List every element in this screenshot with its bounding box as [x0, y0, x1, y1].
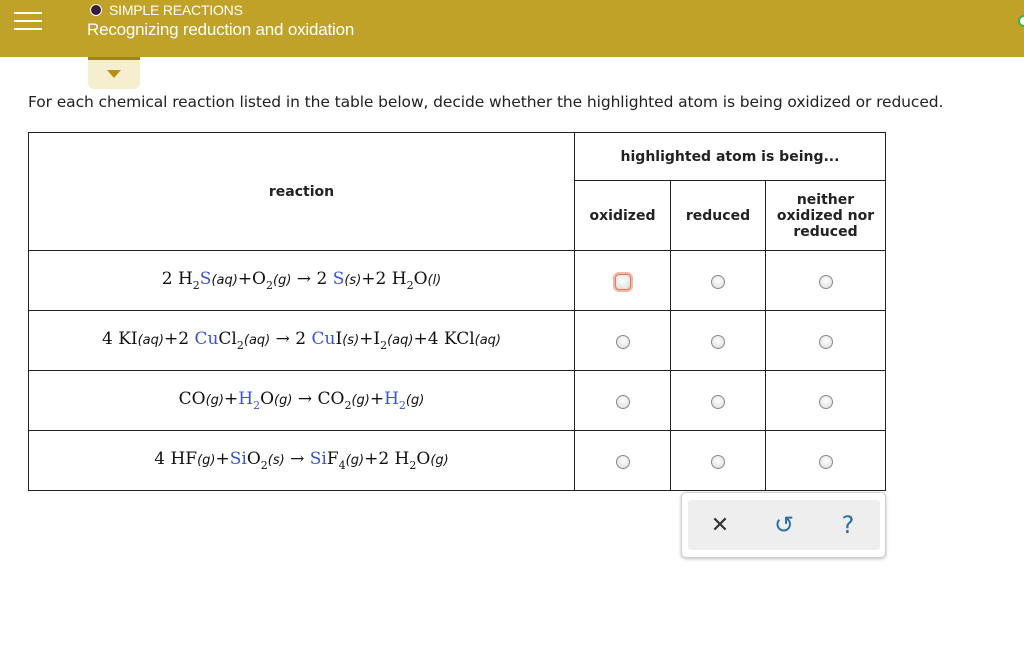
column-neither: neither oxidized nor reduced [766, 181, 886, 251]
page-title: Recognizing reduction and oxidation [87, 20, 355, 39]
equation-fragment: (g) [351, 393, 370, 408]
answer-group-header: highlighted atom is being... [575, 133, 886, 181]
table-row [29, 371, 886, 431]
reaction-header: reaction [29, 133, 575, 251]
column-oxidized: oxidized [575, 181, 671, 251]
radio-neither[interactable] [819, 455, 833, 469]
equation-fragment: 2 [409, 459, 417, 472]
equation-fragment: (g) [345, 453, 365, 468]
table-row [29, 311, 886, 371]
equation-fragment: → CO [292, 389, 345, 409]
reaction-table [28, 132, 886, 491]
equation-fragment: 2 [380, 339, 388, 352]
highlighted-atom: S [199, 269, 212, 289]
equation-fragment: 2 H [161, 269, 193, 289]
radio-oxidized[interactable] [616, 395, 630, 409]
highlighted-atom: 2 [253, 399, 261, 412]
equation-fragment: (g) [430, 453, 449, 468]
equation-fragment: (g) [205, 393, 225, 408]
topic-label: SIMPLE REACTIONS [109, 2, 243, 18]
highlighted-atom: Cu [311, 329, 336, 349]
equation-fragment: + [215, 449, 230, 469]
equation-fragment: (g) [274, 393, 293, 408]
radio-oxidized[interactable] [616, 455, 630, 469]
equation-fragment: Cl [218, 329, 237, 349]
equation-fragment: 2 [236, 339, 244, 352]
equation-fragment: (aq) [387, 333, 414, 348]
equation-fragment: (aq) [211, 273, 238, 288]
reaction-equation [29, 431, 575, 491]
equation-fragment: (aq) [243, 333, 271, 348]
expand-explanation-button[interactable] [88, 57, 140, 89]
reaction-equation [29, 251, 575, 311]
equation-fragment: +2 H [361, 269, 407, 289]
equation-fragment: CO [178, 389, 206, 409]
highlighted-atom: Si [229, 449, 247, 469]
equation-fragment: (aq) [474, 333, 502, 348]
radio-oxidized[interactable] [615, 274, 631, 290]
instructions: For each chemical reaction listed in the table below, decide whether the highlighted atom is being oxidized or reduced. [28, 93, 944, 111]
equation-fragment: (l) [427, 273, 442, 288]
equation-fragment: +I [359, 329, 381, 349]
equation-fragment: 4 [338, 459, 346, 472]
triangle-down-icon [107, 70, 121, 78]
equation-fragment: 4 HF [154, 449, 198, 469]
highlighted-atom: Cu [194, 329, 219, 349]
progress-indicator-icon[interactable] [1018, 15, 1024, 27]
equation-fragment: +O [237, 269, 266, 289]
radio-reduced[interactable] [711, 335, 725, 349]
action-panel [681, 492, 886, 558]
equation-fragment: (s) [342, 333, 360, 348]
highlighted-atom: S [332, 269, 345, 289]
table-row [29, 431, 886, 491]
menu-icon[interactable] [14, 8, 42, 32]
equation-fragment: 2 [260, 459, 268, 472]
highlighted-atom: 2 [398, 399, 406, 412]
equation-fragment: F [326, 449, 339, 469]
action-buttons [688, 500, 880, 550]
topic-status-dot-icon [90, 4, 102, 16]
equation-fragment: → [284, 449, 310, 469]
equation-fragment: (g) [273, 273, 292, 288]
equation-fragment: + [369, 389, 385, 409]
clear-button[interactable]: ✕ [710, 512, 730, 538]
equation-fragment: (g) [405, 393, 425, 408]
top-bar [0, 0, 1024, 57]
highlighted-atom: H [238, 389, 254, 409]
equation-fragment: O [260, 389, 275, 409]
equation-fragment: 2 [406, 279, 414, 292]
equation-fragment: O [413, 269, 428, 289]
equation-fragment: (s) [344, 273, 362, 288]
equation-fragment: +2 [163, 329, 195, 349]
reaction-equation [29, 371, 575, 431]
reaction-equation [29, 311, 575, 371]
radio-neither[interactable] [819, 275, 833, 289]
topic-row [90, 2, 243, 18]
equation-fragment: 4 KI [101, 329, 138, 349]
equation-fragment: → 2 [270, 329, 312, 349]
highlighted-atom: Si [309, 449, 327, 469]
equation-fragment: 2 [266, 279, 273, 292]
help-button[interactable]: ? [841, 511, 855, 539]
equation-fragment: 2 [192, 279, 200, 292]
equation-fragment: (s) [267, 453, 285, 468]
equation-fragment: I [335, 329, 343, 349]
equation-fragment: → 2 [291, 269, 333, 289]
undo-button[interactable]: ↺ [773, 511, 795, 539]
equation-fragment: O [416, 449, 431, 469]
equation-fragment: (g) [197, 453, 216, 468]
equation-fragment: 2 [344, 399, 352, 412]
highlighted-atom: H [384, 389, 399, 409]
column-reduced: reduced [671, 181, 766, 251]
radio-neither[interactable] [819, 335, 833, 349]
radio-reduced[interactable] [711, 455, 725, 469]
radio-reduced[interactable] [711, 395, 725, 409]
radio-oxidized[interactable] [616, 335, 630, 349]
equation-fragment: (aq) [137, 333, 164, 348]
radio-reduced[interactable] [711, 275, 725, 289]
equation-fragment: + [224, 389, 239, 409]
equation-fragment: O [246, 449, 261, 469]
radio-neither[interactable] [819, 395, 833, 409]
equation-fragment: +2 H [364, 449, 410, 469]
equation-fragment: +4 KCl [413, 329, 475, 349]
table-row [29, 251, 886, 311]
